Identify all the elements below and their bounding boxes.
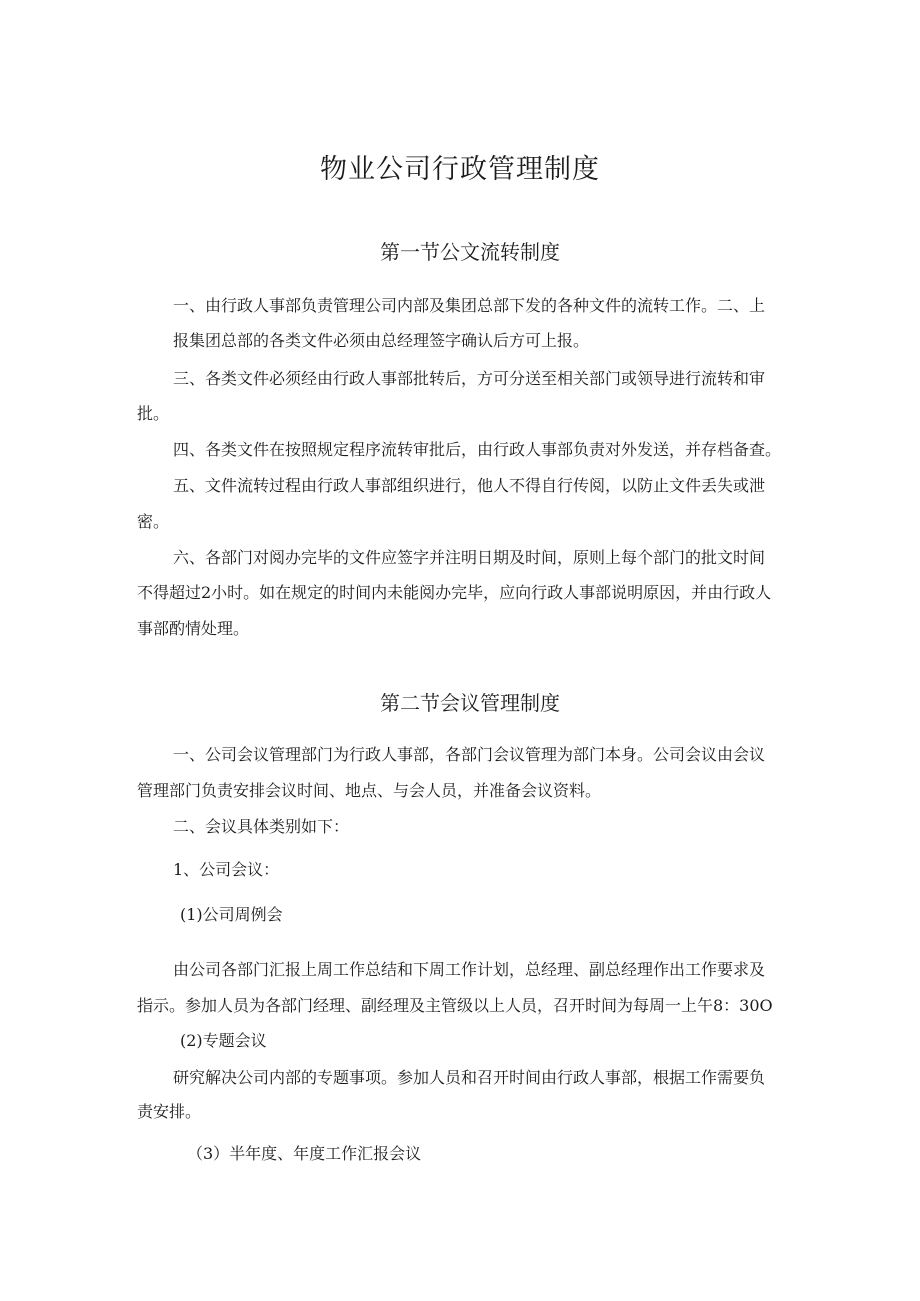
section-heading-1: 第一节公文流转制度: [380, 240, 560, 264]
paragraph-line: （3）半年度、年度工作汇报会议: [187, 1144, 422, 1163]
paragraph-line: 报集团总部的各类文件必须由总经理签字确认后方可上报。: [173, 331, 590, 350]
paragraph-line: 研究解决公司内部的专题事项。参加人员和召开时间由行政人事部，根据工作需要负: [173, 1068, 766, 1087]
paragraph-line: 不得超过2小时。如在规定的时间内未能阅办完毕，应向行政人事部说明原因，并由行政人: [137, 583, 772, 602]
paragraph-line: 责安排。: [137, 1102, 202, 1121]
paragraph-line: 六、各部门对阅办完毕的文件应签字并注明日期及时间，原则上每个部门的批文时间: [173, 548, 766, 567]
paragraph-line: 指示。参加人员为各部门经理、副经理及主管级以上人员，召开时间为每周一上午8：30O: [137, 996, 773, 1015]
paragraph-line: 五、文件流转过程由行政人事部组织进行，他人不得自行传阅，以防止文件丢失或泄: [173, 476, 766, 495]
paragraph-line: 批。: [137, 404, 170, 423]
paragraph-line: 四、各类文件在按照规定程序流转审批后，由行政人事部负责对外发送，并存档备查。: [173, 440, 782, 459]
paragraph-line: 一、由行政人事部负责管理公司内部及集团总部下发的各种文件的流转工作。二、上: [173, 296, 766, 315]
section-heading-2: 第二节会议管理制度: [380, 691, 560, 715]
document-title: 物业公司行政管理制度: [320, 154, 600, 185]
paragraph-line: 一、公司会议管理部门为行政人事部，各部门会议管理为部门本身。公司会议由会议: [173, 745, 766, 764]
paragraph-line: 由公司各部门汇报上周工作总结和下周工作计划，总经理、副总经理作出工作要求及: [173, 960, 766, 979]
paragraph-line: (2)专题会议: [180, 1031, 267, 1050]
paragraph-line: 事部酌情处理。: [137, 619, 250, 638]
paragraph-line: 二、会议具体类别如下：: [173, 817, 350, 836]
paragraph-line: 密。: [137, 512, 170, 531]
paragraph-line: (1)公司周例会: [180, 905, 283, 924]
paragraph-line: 管理部门负责安排会议时间、地点、与会人员，并准备会议资料。: [137, 781, 602, 800]
paragraph-line: 三、各类文件必须经由行政人事部批转后，方可分送至相关部门或领导进行流转和审: [173, 369, 766, 388]
paragraph-line: 1、公司会议：: [173, 860, 280, 879]
